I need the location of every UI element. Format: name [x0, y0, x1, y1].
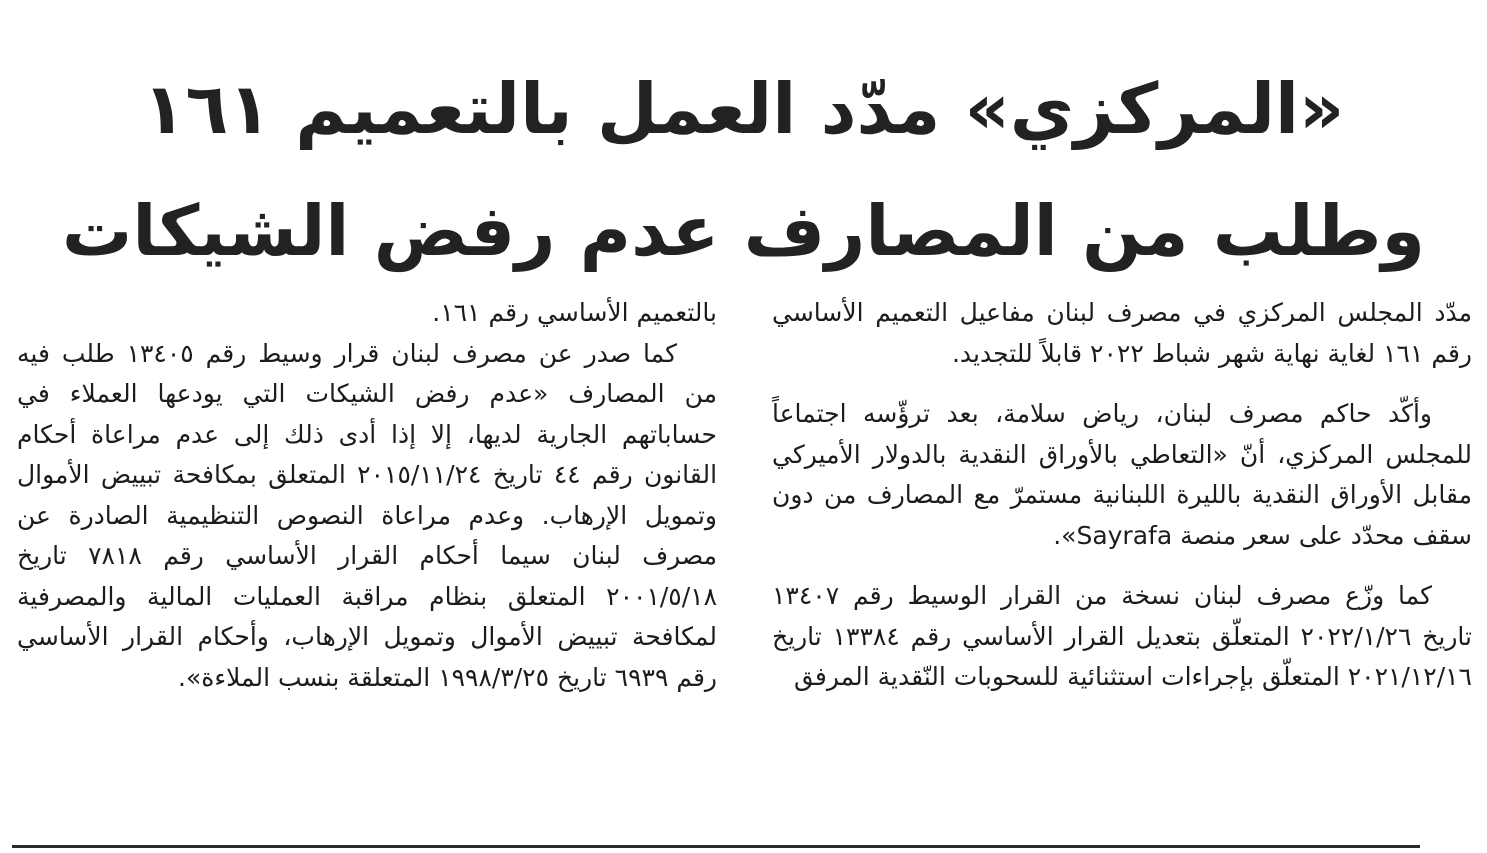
paragraph-4: كما صدر عن مصرف لبنان قرار وسيط رقم ١٣٤٠٥ طلب فيه من المصارف «عدم رفض الشيكات التي يودعها العملاء في حساباتهم الجارية لديها، إلا إذا أدى ذلك إلى عدم مراعاة أحكام القانون رقم ٤٤ تاريخ ٢٠١٥/١١/٢٤ المتعلق بمكافحة تبييض الأموال وتمويل الإرهاب. وعدم مراعاة النصوص التنظيمية الصادرة عن مصرف لبنان سيما أحكام القرار الأساسي رقم ٧٨١٨ تاريخ ٢٠٠١/٥/١٨ المتعلق بنظام مراقبة العمليات المالية والمصرفية لمكافحة تبييض الأموال وتمويل الإرهاب، وأحكام القرار الأساسي رقم ٦٩٣٩ تاريخ ١٩٩٨/٣/٢٥ المتعلقة بنسب الملاءة».: [17, 338, 718, 692]
paragraph-2: وأكّد حاكم مصرف لبنان، رياض سلامة، بعد ترؤّسه اجتماعاً للمجلس المركزي، أنّ «التعاطي بالأوراق النقدية بالدولار الأميركي مقابل الأوراق النقدية بالليرة اللبنانية مستمرّ مع المصارف من دون سقف محدّد على سعر منصة Sayrafa».: [772, 399, 1472, 550]
bottom-divider: [12, 845, 1420, 848]
paragraph-3: كما وزّع مصرف لبنان نسخة من القرار الوسيط رقم ١٣٤٠٧ تاريخ ٢٠٢٢/١/٢٦ المتعلّق بتعديل القرار الأساسي رقم ١٣٣٨٤ تاريخ ٢٠٢١/١٢/١٦ المتعلّق بإجراءات استثنائية للسحوبات النّقدية المرفق: [772, 581, 1472, 691]
paragraph-3-continuation: بالتعميم الأساسي رقم ١٦١.: [432, 298, 717, 327]
article-column-right: [772, 293, 1472, 698]
headline-line-1: «المركزي» مدّد العمل بالتعميم ١٦١: [142, 68, 1345, 150]
headline: [60, 48, 1427, 292]
paragraph-1: مدّد المجلس المركزي في مصرف لبنان مفاعيل التعميم الأساسي رقم ١٦١ لغاية نهاية شهر شباط ٢٠٢٢ قابلاً للتجديد.: [772, 298, 1472, 368]
article-column-left: [17, 293, 717, 698]
headline-line-2: وطلب من المصارف عدم رفض الشيكات: [62, 190, 1425, 272]
